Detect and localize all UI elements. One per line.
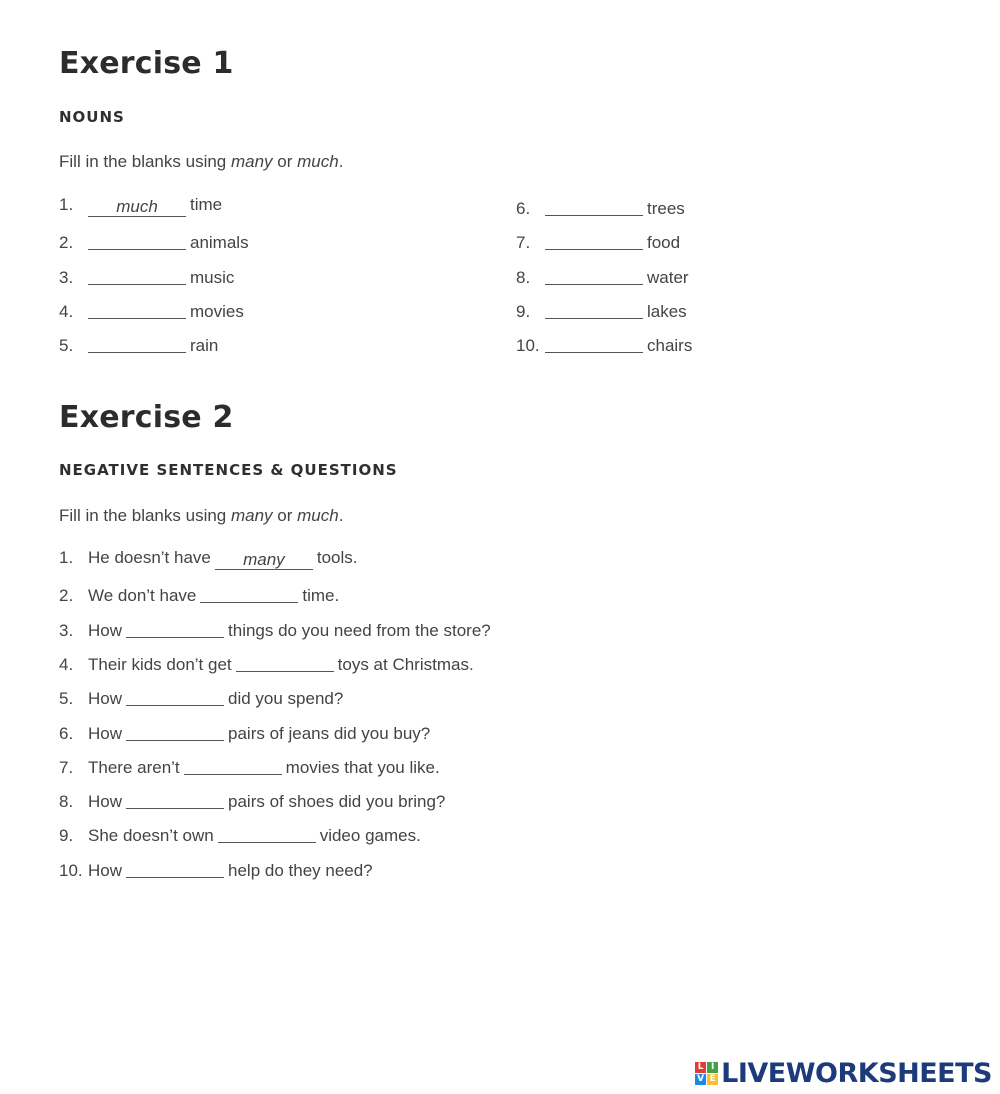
ex1-item — [516, 332, 692, 354]
ex2-item — [59, 720, 430, 742]
sentence-end: movies that you like. — [285, 757, 440, 777]
sentence-start: Their kids don’t get — [88, 654, 232, 674]
item-word: movies — [190, 301, 244, 321]
item-number: 8. — [516, 267, 531, 287]
ex2-item — [59, 857, 373, 879]
item-number: 1. — [59, 548, 74, 567]
answer-blank[interactable] — [545, 266, 643, 285]
item-number: 6. — [59, 723, 74, 743]
ex1-item — [516, 264, 689, 286]
sentence-start: How — [88, 860, 123, 880]
answer-blank[interactable] — [126, 722, 224, 741]
sentence-end: toys at Christmas. — [337, 654, 474, 674]
sentence-end: help do they need? — [228, 860, 373, 880]
ex1-item — [59, 332, 218, 354]
item-word: rain — [190, 336, 219, 356]
item-number: 5. — [59, 336, 74, 356]
logo-letter-e: E — [707, 1074, 718, 1085]
sentence-end: pairs of jeans did you buy? — [228, 723, 431, 743]
answer-blank[interactable] — [545, 300, 643, 319]
item-word: time — [190, 195, 223, 214]
ex1-item — [516, 195, 685, 217]
sentence-start: How — [88, 620, 123, 640]
sentence-start: How — [88, 689, 123, 709]
answer-blank[interactable] — [545, 231, 643, 250]
liveworksheets-logo — [695, 1058, 992, 1089]
ex2-item — [59, 822, 421, 844]
item-number: 5. — [59, 689, 74, 709]
answer-blank[interactable] — [218, 824, 316, 843]
logo-mark-icon — [695, 1062, 718, 1085]
answer-blank[interactable] — [88, 231, 186, 250]
ex1-item — [59, 195, 222, 217]
answer-blank[interactable] — [88, 266, 186, 285]
logo-letter-i: I — [707, 1062, 718, 1073]
sentence-start: There aren’t — [88, 757, 180, 777]
item-word: music — [190, 267, 235, 287]
answer-blank[interactable] — [545, 197, 643, 216]
exercise-2-subtitle: NEGATIVE SENTENCES & QUESTIONS — [59, 461, 398, 479]
answer-blank[interactable] — [126, 859, 224, 878]
answer-blank[interactable] — [236, 653, 334, 672]
logo-letter-l: L — [695, 1062, 706, 1073]
item-number: 9. — [516, 301, 531, 321]
item-number: 3. — [59, 620, 74, 640]
ex2-item — [59, 617, 491, 639]
item-number: 8. — [59, 792, 74, 812]
item-word: animals — [190, 233, 249, 253]
exercise-1-subtitle: NOUNS — [59, 108, 125, 126]
item-number: 1. — [59, 195, 74, 214]
sentence-end: things do you need from the store? — [228, 620, 491, 640]
sentence-end: did you spend? — [228, 689, 344, 709]
answer-blank[interactable] — [126, 790, 224, 809]
item-word: water — [647, 267, 689, 287]
item-number: 4. — [59, 301, 74, 321]
item-number: 9. — [59, 826, 74, 846]
answer-blank[interactable] — [184, 756, 282, 775]
sentence-end: pairs of shoes did you bring? — [228, 792, 446, 812]
sentence-end: video games. — [319, 826, 421, 846]
answer-blank[interactable] — [88, 300, 186, 319]
item-number: 3. — [59, 267, 74, 287]
sentence-start: How — [88, 723, 123, 743]
item-word: lakes — [647, 301, 687, 321]
ex1-item — [516, 298, 687, 320]
logo-letter-v: V — [695, 1074, 706, 1085]
item-number: 10. — [59, 860, 83, 880]
item-word: trees — [647, 199, 685, 218]
answer-blank[interactable]: many — [215, 551, 313, 570]
item-number: 7. — [516, 233, 531, 253]
sentence-end: tools. — [316, 548, 358, 567]
answer-blank[interactable] — [545, 334, 643, 353]
exercise-2-instruction: Fill in the blanks using many or much. — [59, 506, 344, 525]
item-number: 6. — [516, 199, 531, 218]
ex1-item — [59, 298, 244, 320]
sentence-start: We don’t have — [88, 586, 197, 606]
ex1-item — [59, 264, 234, 286]
item-word: food — [647, 233, 681, 253]
answer-blank[interactable]: much — [88, 198, 186, 217]
ex2-item — [59, 788, 445, 810]
ex1-item — [516, 229, 680, 251]
sentence-start: She doesn’t own — [88, 826, 214, 846]
answer-blank[interactable] — [126, 619, 224, 638]
item-number: 2. — [59, 233, 74, 253]
item-number: 10. — [516, 336, 540, 356]
exercise-2-title: Exercise 2 — [59, 400, 234, 435]
answer-blank[interactable] — [200, 584, 298, 603]
item-number: 7. — [59, 757, 74, 777]
sentence-end: time. — [302, 586, 340, 606]
answer-blank[interactable] — [88, 334, 186, 353]
logo-text: LIVEWORKSHEETS — [721, 1058, 992, 1089]
sentence-start: He doesn’t have — [88, 548, 211, 567]
exercise-1-title: Exercise 1 — [59, 46, 234, 81]
ex2-item — [59, 548, 358, 570]
answer-blank[interactable] — [126, 687, 224, 706]
sentence-start: How — [88, 792, 123, 812]
ex1-item — [59, 229, 249, 251]
item-number: 4. — [59, 654, 74, 674]
item-number: 2. — [59, 586, 74, 606]
ex2-item — [59, 754, 440, 776]
ex2-item — [59, 582, 339, 604]
exercise-1-instruction: Fill in the blanks using many or much. — [59, 152, 344, 171]
ex2-item — [59, 651, 474, 673]
item-word: chairs — [647, 336, 693, 356]
ex2-item — [59, 685, 343, 707]
